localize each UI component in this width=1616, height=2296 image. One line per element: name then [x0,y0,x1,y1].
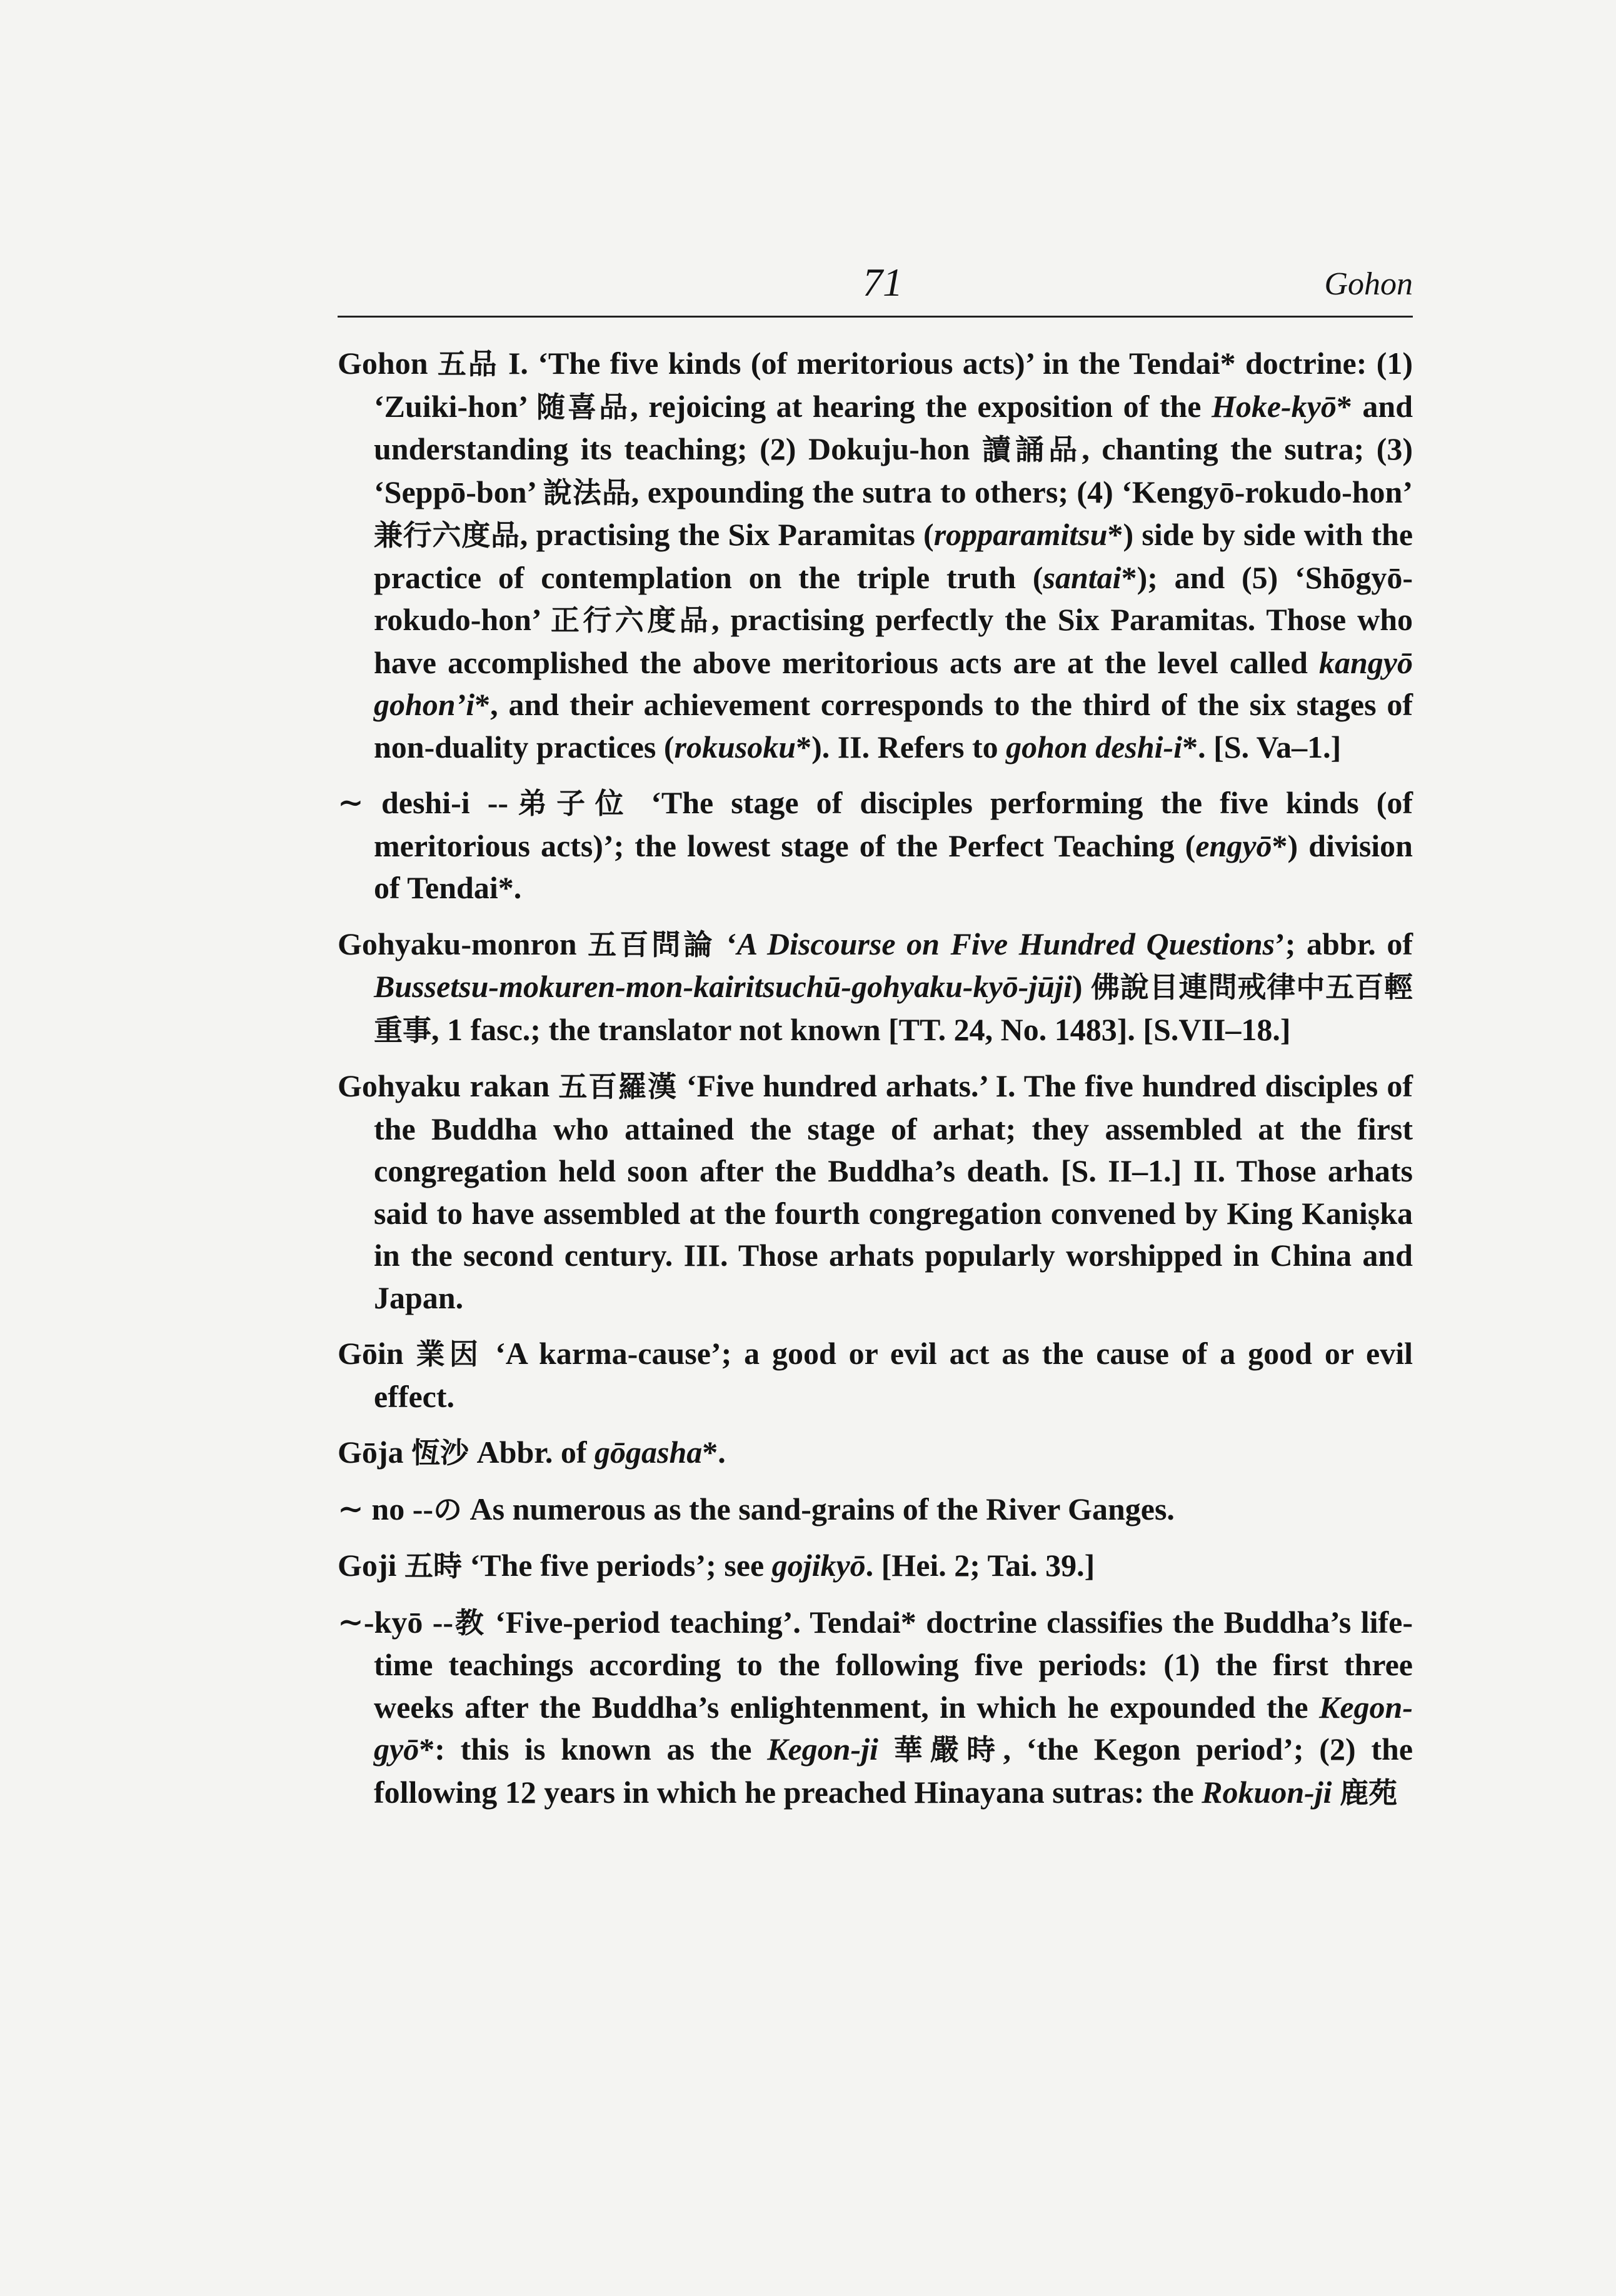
entry-gohon-deshi-i: ∼ deshi-i --弟子位 ‘The stage of disciples performing the five kinds (of meritorious acts)’; the lowest stage of the Perfect Teaching (engyō*) division of Tendai*. [338,785,1413,905]
entries [338,343,1413,1814]
entry-goin: Gōin 業因 ‘A karma-cause’; a good or evil act as the cause of a good or evil effect. [338,1336,1413,1414]
entry-gohon: Gohon 五品 I. ‘The five kinds (of meritorious acts)’ in the Tendai* doctrine: (1) ‘Zuiki-hon’ 随喜品, rejoicing at hearing the exposition of the Hoke-kyō* and understanding its teaching; (2) Dokuju-hon 讀誦品, chanting the sutra; (3) ‘Seppō-bon’ 說法品, expounding the sutra to others; (4) ‘Kengyō-rokudo-hon’ 兼行六度品, practising the Six Paramitas (ropparamitsu*) side by side with the practice of contemplation on the triple truth (santai*); and (5) ‘Shōgyō-rokudo-hon’ 正行六度品, practising perfectly the Six Paramitas. Those who have accomplished the above meritorious acts are at the level called kangyō gohon’i*, and their achievement corresponds to the third of the six stages of non-duality practices (rokusoku*). II. Refers to gohon deshi-i*. [S. Va–1.] [338,346,1413,764]
dictionary-page [338,247,1413,1828]
entry-goja: Gōja 恆沙 Abbr. of gōgasha*. [338,1435,726,1470]
entry-goji-kyo: ∼-kyō --教 ‘Five-period teaching’. Tendai* doctrine classifies the Buddha’s life-time teachings according to the following five periods: (1) the first three weeks after the Buddha’s enlightenment, in which he expounded the Kegon-gyō*: this is known as the Kegon-ji 華嚴時, ‘the Kegon period’; (2) the following 12 years in which he preached Hinayana sutras: the Rokuon-ji 鹿苑 [338,1604,1413,1810]
page-number: 71 [863,260,903,304]
running-head: Gohon [1324,266,1413,302]
entry-goja-no: ∼ no --の As numerous as the sand-grains of the River Ganges. [338,1491,1175,1526]
entry-gohyaku-monron: Gohyaku-monron 五百問論 ‘A Discourse on Five Hundred Questions’; abbr. of Bussetsu-mokuren-mon-kairitsuchū-gohyaku-kyō-jūji) 佛說目連問戒律中五百輕重事, 1 fasc.; the translator not known [TT. 24, No. 1483]. [S.VII–18.] [338,926,1413,1047]
page-header [338,247,1413,318]
entry-goji: Goji 五時 ‘The five periods’; see gojikyō. [Hei. 2; Tai. 39.] [338,1548,1095,1583]
entry-gohyaku-rakan: Gohyaku rakan 五百羅漢 ‘Five hundred arhats.’ I. The five hundred disciples of the Buddha who attained the stage of arhat; they assembled at the first congregation held soon after the Buddha’s death. [S. II–1.] II. Those arhats said to have assembled at the fourth congregation convened by King Kaniṣka in the second century. III. Those arhats popularly worshipped in China and Japan. [338,1068,1413,1315]
